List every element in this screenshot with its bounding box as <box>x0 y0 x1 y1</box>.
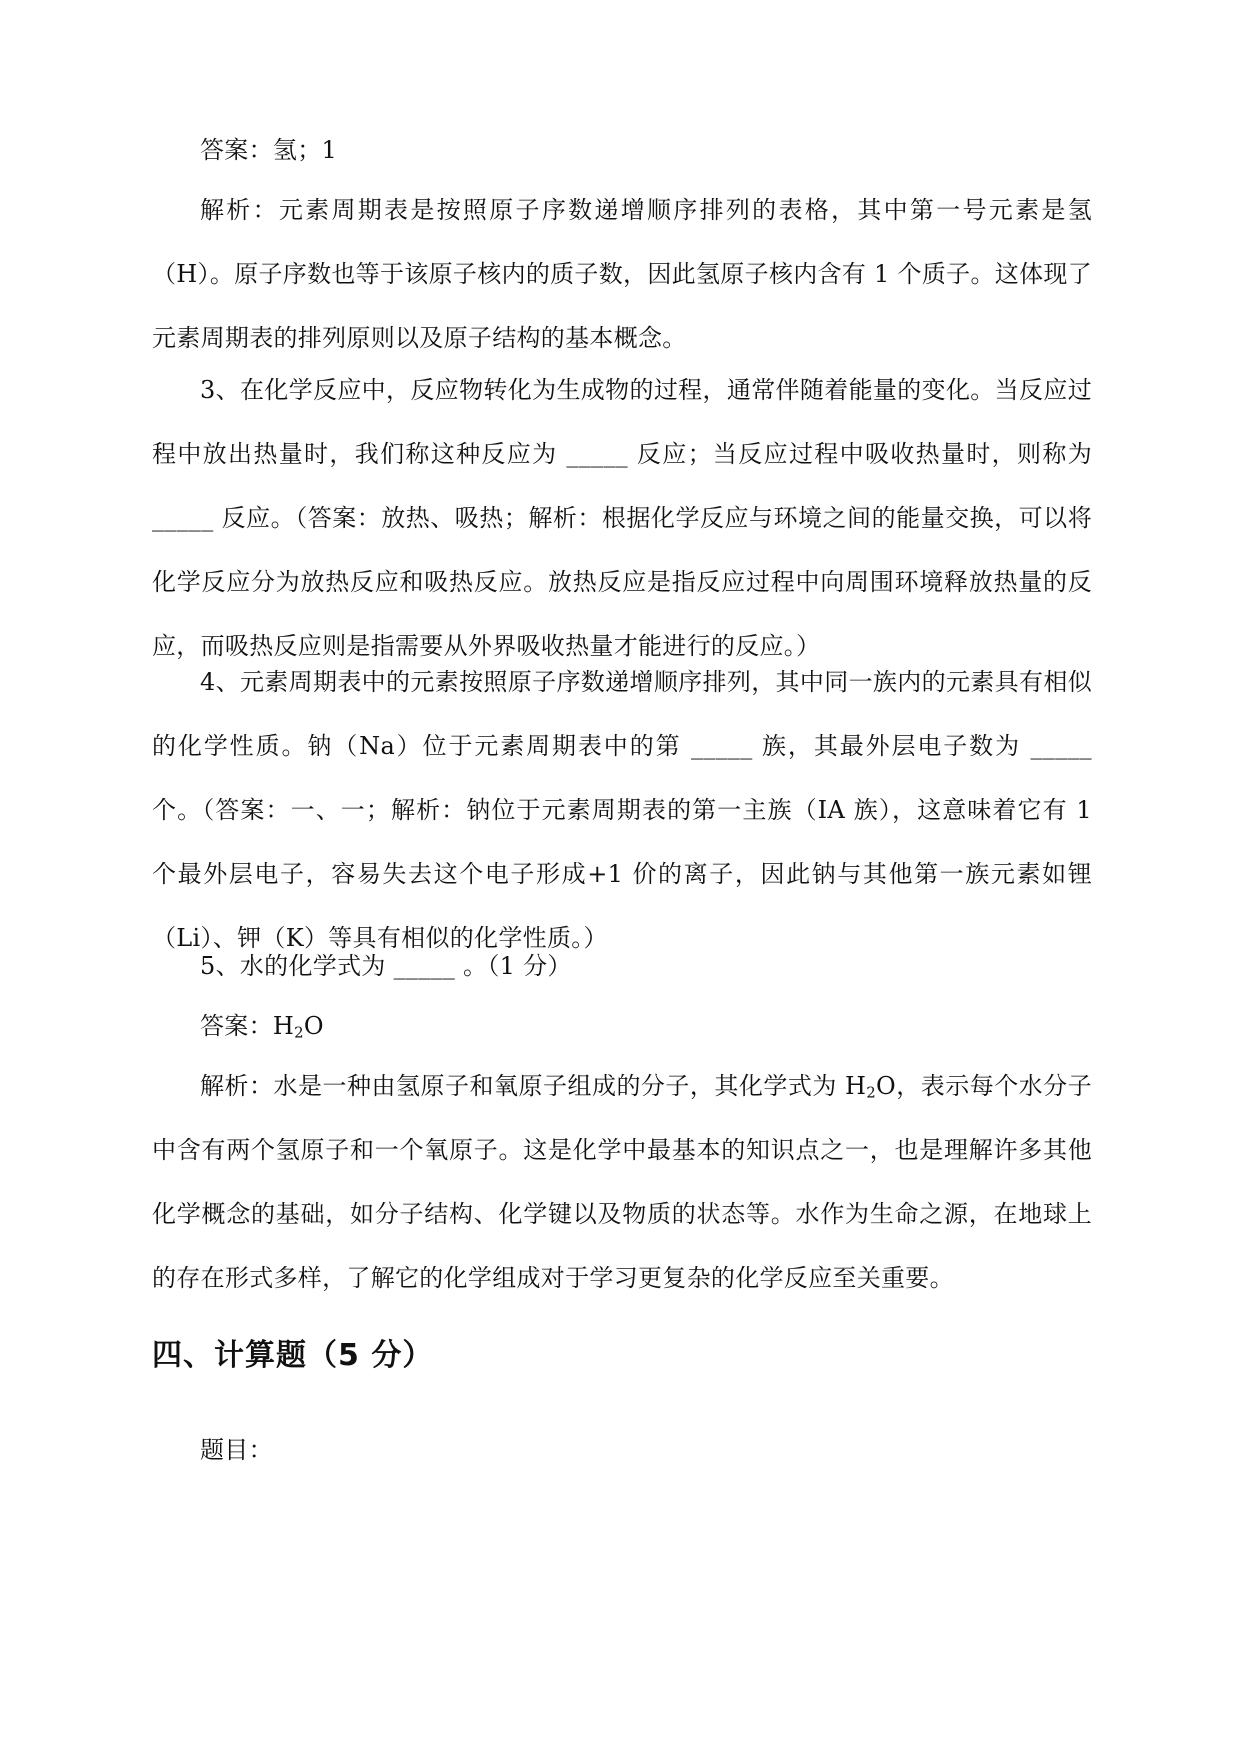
section-4-heading: 四、计算题（5 分） <box>152 1338 434 1373</box>
explanation-5 <box>152 1054 1092 1310</box>
question-5: 5、水的化学式为 _____ 。（1 分） <box>200 952 572 980</box>
explanation-5-subscript: 2 <box>866 1083 877 1102</box>
answer-5 <box>152 994 1092 1058</box>
explanation-5-part1: 解析：水是一种由氢原子和氧原子组成的分子，其化学式为 H <box>200 1072 867 1100</box>
question-4: 4、元素周期表中的元素按照原子序数递增顺序排列，其中同一族内的元素具有相似的化学性质。钠（Na）位于元素周期表中的第 _____ 族，其最外层电子数为 _____ 个。（答案：一、一；解析：钠位于元素周期表的第一主族（IA 族），这意味着它有 1 个最外层电子，容易失去这个电子形成+1 价的离子，因此钠与其他第一族元素如锂（Li）、钾（K）等具有相似的化学性质。） <box>152 668 1092 952</box>
answer-5-subscript: 2 <box>294 1023 304 1042</box>
answer-2: 答案：氢；1 <box>200 136 338 164</box>
question-3: 3、在化学反应中，反应物转化为生成物的过程，通常伴随着能量的变化。当反应过程中放出热量时，我们称这种反应为 _____ 反应；当反应过程中吸收热量时，则称为 _____ 反应。（答案：放热、吸热；解析：根据化学反应与环境之间的能量交换，可以将化学反应分为放热反应和吸热反应。放热反应是指反应过程中向周围环境释放热量的反应，而吸热反应则是指需要从外界吸收热量才能进行的反应。） <box>152 376 1092 660</box>
explanation-5-part2: O，表示每个水分子中含有两个氢原子和一个氧原子。这是化学中最基本的知识点之一，也是理解许多其他化学概念的基础，如分子结构、化学键以及物质的状态等。水作为生命之源，在地球上的存在形式多样，了解它的化学组成对于学习更复杂的化学反应至关重要。 <box>152 1072 1092 1292</box>
explanation-2: 解析：元素周期表是按照原子序数递增顺序排列的表格，其中第一号元素是氢（H）。原子序数也等于该原子核内的质子数，因此氢原子核内含有 1 个质子。这体现了元素周期表的排列原则以及原子结构的基本概念。 <box>152 196 1092 352</box>
answer-5-suffix: O <box>303 1012 324 1040</box>
answer-5-prefix: 答案：H <box>200 1012 295 1040</box>
section-4-prompt: 题目： <box>200 1436 273 1464</box>
